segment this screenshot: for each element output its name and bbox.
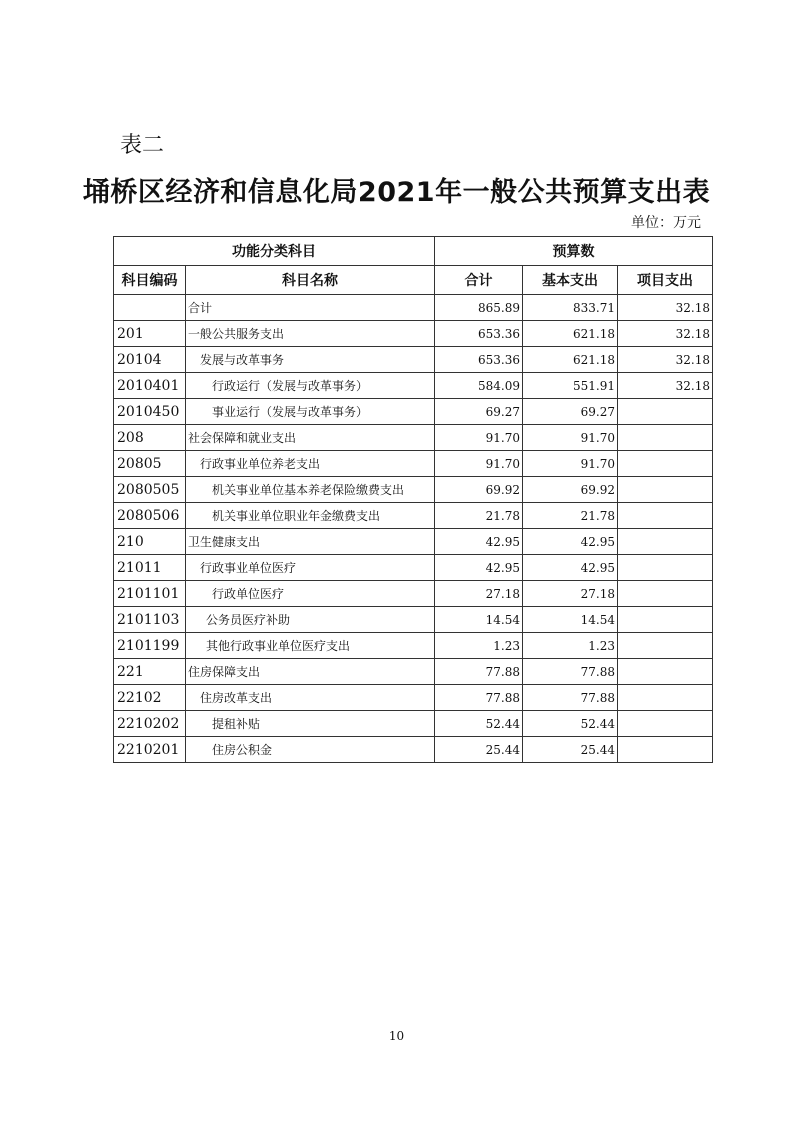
cell-basic: 621.18 — [523, 321, 618, 347]
cell-code: 2101199 — [114, 633, 186, 659]
cell-basic: 621.18 — [523, 347, 618, 373]
cell-project — [618, 581, 713, 607]
cell-project — [618, 503, 713, 529]
cell-code: 2210202 — [114, 711, 186, 737]
cell-code: 2101101 — [114, 581, 186, 607]
cell-code: 201 — [114, 321, 186, 347]
cell-basic: 52.44 — [523, 711, 618, 737]
cell-total: 69.27 — [435, 399, 523, 425]
cell-project: 32.18 — [618, 295, 713, 321]
cell-code: 2210201 — [114, 737, 186, 763]
cell-project: 32.18 — [618, 321, 713, 347]
cell-name: 行政运行（发展与改革事务） — [186, 373, 435, 399]
cell-total: 653.36 — [435, 321, 523, 347]
cell-total: 91.70 — [435, 451, 523, 477]
cell-project: 32.18 — [618, 373, 713, 399]
cell-code: 2080506 — [114, 503, 186, 529]
cell-name: 行政事业单位养老支出 — [186, 451, 435, 477]
cell-project — [618, 659, 713, 685]
cell-basic: 91.70 — [523, 425, 618, 451]
header-code: 科目编码 — [114, 266, 186, 295]
cell-basic: 77.88 — [523, 659, 618, 685]
cell-project — [618, 451, 713, 477]
cell-basic: 21.78 — [523, 503, 618, 529]
header-name: 科目名称 — [186, 266, 435, 295]
header-function-classification: 功能分类科目 — [114, 237, 435, 266]
cell-total: 865.89 — [435, 295, 523, 321]
cell-total: 14.54 — [435, 607, 523, 633]
table-row — [114, 581, 713, 607]
cell-name: 社会保障和就业支出 — [186, 425, 435, 451]
cell-project — [618, 607, 713, 633]
table-row — [114, 607, 713, 633]
cell-code: 208 — [114, 425, 186, 451]
cell-project — [618, 425, 713, 451]
header-budget: 预算数 — [435, 237, 713, 266]
cell-code: 22102 — [114, 685, 186, 711]
cell-name: 住房公积金 — [186, 737, 435, 763]
cell-code: 2010450 — [114, 399, 186, 425]
cell-code: 20805 — [114, 451, 186, 477]
cell-total: 42.95 — [435, 529, 523, 555]
header-total: 合计 — [435, 266, 523, 295]
cell-name: 提租补贴 — [186, 711, 435, 737]
cell-total: 21.78 — [435, 503, 523, 529]
budget-table — [113, 236, 713, 763]
cell-project — [618, 711, 713, 737]
cell-name: 行政事业单位医疗 — [186, 555, 435, 581]
cell-name: 行政单位医疗 — [186, 581, 435, 607]
cell-basic: 69.92 — [523, 477, 618, 503]
cell-basic: 42.95 — [523, 555, 618, 581]
table-row — [114, 555, 713, 581]
cell-name: 其他行政事业单位医疗支出 — [186, 633, 435, 659]
table-row — [114, 659, 713, 685]
cell-name: 卫生健康支出 — [186, 529, 435, 555]
cell-total: 91.70 — [435, 425, 523, 451]
cell-basic: 69.27 — [523, 399, 618, 425]
header-project: 项目支出 — [618, 266, 713, 295]
table-row — [114, 529, 713, 555]
cell-total: 27.18 — [435, 581, 523, 607]
cell-name: 机关事业单位职业年金缴费支出 — [186, 503, 435, 529]
table-body — [114, 295, 713, 763]
document-title: 埇桥区经济和信息化局2021年一般公共预算支出表 — [82, 177, 711, 208]
cell-name: 住房保障支出 — [186, 659, 435, 685]
header-row-group — [114, 237, 713, 266]
cell-total: 42.95 — [435, 555, 523, 581]
table-label: 表二 — [120, 133, 165, 158]
table-row — [114, 685, 713, 711]
header-basic: 基本支出 — [523, 266, 618, 295]
table-row — [114, 425, 713, 451]
cell-basic: 25.44 — [523, 737, 618, 763]
cell-code: 210 — [114, 529, 186, 555]
cell-code: 2101103 — [114, 607, 186, 633]
cell-total: 69.92 — [435, 477, 523, 503]
table-row — [114, 711, 713, 737]
cell-basic: 77.88 — [523, 685, 618, 711]
cell-project — [618, 633, 713, 659]
cell-name: 公务员医疗补助 — [186, 607, 435, 633]
cell-project — [618, 737, 713, 763]
table-row — [114, 477, 713, 503]
table-row — [114, 503, 713, 529]
cell-project — [618, 477, 713, 503]
cell-project — [618, 529, 713, 555]
cell-code: 20104 — [114, 347, 186, 373]
table-row — [114, 295, 713, 321]
cell-project: 32.18 — [618, 347, 713, 373]
cell-basic: 91.70 — [523, 451, 618, 477]
cell-code: 221 — [114, 659, 186, 685]
unit-label: 单位：万元 — [631, 215, 701, 231]
cell-code: 21011 — [114, 555, 186, 581]
table-row — [114, 451, 713, 477]
cell-total: 77.88 — [435, 685, 523, 711]
cell-basic: 42.95 — [523, 529, 618, 555]
table-row — [114, 633, 713, 659]
cell-total: 653.36 — [435, 347, 523, 373]
cell-code — [114, 295, 186, 321]
cell-total: 25.44 — [435, 737, 523, 763]
cell-name: 住房改革支出 — [186, 685, 435, 711]
table-row — [114, 399, 713, 425]
cell-basic: 27.18 — [523, 581, 618, 607]
cell-code: 2080505 — [114, 477, 186, 503]
cell-name: 事业运行（发展与改革事务） — [186, 399, 435, 425]
cell-total: 584.09 — [435, 373, 523, 399]
cell-basic: 833.71 — [523, 295, 618, 321]
cell-project — [618, 685, 713, 711]
table-row — [114, 321, 713, 347]
cell-basic: 551.91 — [523, 373, 618, 399]
cell-basic: 14.54 — [523, 607, 618, 633]
cell-project — [618, 399, 713, 425]
cell-code: 2010401 — [114, 373, 186, 399]
cell-total: 1.23 — [435, 633, 523, 659]
table-row — [114, 737, 713, 763]
table-row — [114, 373, 713, 399]
page-number: 10 — [388, 1029, 405, 1043]
cell-name: 一般公共服务支出 — [186, 321, 435, 347]
cell-name: 合计 — [186, 295, 435, 321]
cell-basic: 1.23 — [523, 633, 618, 659]
cell-project — [618, 555, 713, 581]
table-row — [114, 347, 713, 373]
cell-name: 发展与改革事务 — [186, 347, 435, 373]
cell-total: 77.88 — [435, 659, 523, 685]
header-row-columns — [114, 266, 713, 295]
cell-name: 机关事业单位基本养老保险缴费支出 — [186, 477, 435, 503]
cell-total: 52.44 — [435, 711, 523, 737]
